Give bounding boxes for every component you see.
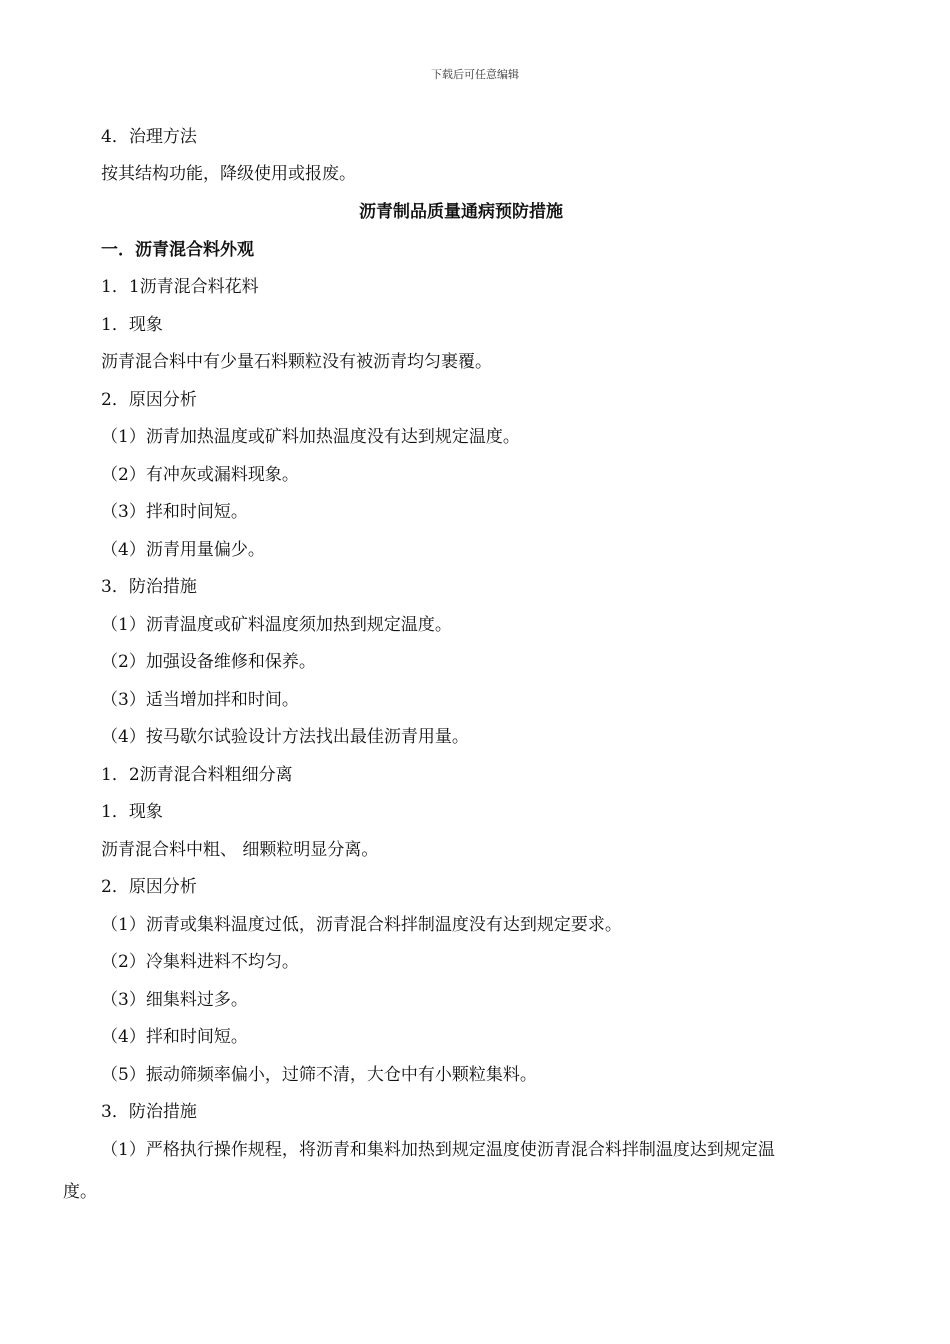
section-heading: 2．原因分析 — [101, 390, 197, 410]
list-item: （1）沥青加热温度或矿料加热温度没有达到规定温度。 — [101, 427, 520, 447]
list-item: （3）适当增加拌和时间。 — [101, 690, 299, 710]
list-item: （3）细集料过多。 — [101, 990, 248, 1010]
list-item: （3）拌和时间短。 — [101, 502, 248, 522]
section-heading: 2．原因分析 — [101, 877, 197, 897]
list-item: （1）沥青或集料温度过低，沥青混合料拌制温度没有达到规定要求。 — [101, 915, 622, 935]
list-item: （4）按马歇尔试验设计方法找出最佳沥青用量。 — [101, 727, 469, 747]
list-item: （1）沥青温度或矿料温度须加热到规定温度。 — [101, 615, 452, 635]
chapter-heading: 一．沥青混合料外观 — [101, 240, 254, 260]
document-title: 沥青制品质量通病预防措施 — [359, 202, 563, 222]
section-heading: 4．治理方法 — [101, 127, 197, 147]
section-heading: 3．防治措施 — [101, 1102, 197, 1122]
list-item: （4）沥青用量偏少。 — [101, 540, 265, 560]
section-heading: 3．防治措施 — [101, 577, 197, 597]
section-heading: 1．现象 — [101, 315, 163, 335]
list-item: （2）有冲灰或漏料现象。 — [101, 465, 299, 485]
list-item: （2）加强设备维修和保养。 — [101, 652, 316, 672]
list-item: （4）拌和时间短。 — [101, 1027, 248, 1047]
paragraph: 沥青混合料中粗、 细颗粒明显分离。 — [101, 840, 379, 860]
list-item-continuation: 度。 — [63, 1182, 97, 1202]
paragraph: 按其结构功能，降级使用或报废。 — [101, 164, 356, 184]
subsection-heading: 1．2沥青混合料粗细分离 — [101, 765, 293, 785]
section-heading: 1．现象 — [101, 802, 163, 822]
paragraph: 沥青混合料中有少量石料颗粒没有被沥青均匀裹覆。 — [101, 352, 492, 372]
list-item: （1）严格执行操作规程，将沥青和集料加热到规定温度使沥青混合料拌制温度达到规定温 — [101, 1140, 775, 1160]
page-header: 下载后可任意编辑 — [431, 68, 519, 81]
list-item: （2）冷集料进料不均匀。 — [101, 952, 299, 972]
subsection-heading: 1．1沥青混合料花料 — [101, 277, 259, 297]
list-item: （5）振动筛频率偏小，过筛不清，大仓中有小颗粒集料。 — [101, 1065, 537, 1085]
